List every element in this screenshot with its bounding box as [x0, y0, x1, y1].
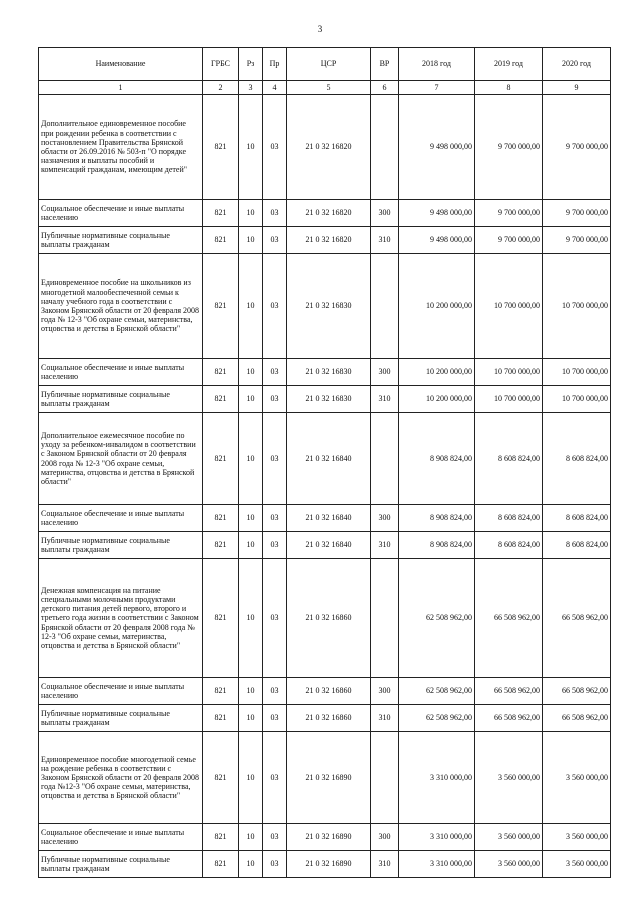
cell-name: Дополнительное ежемесячное пособие по уходу за ребенком-инвалидом в соответствии с Законом Брянской области от 20 февраля 2008 года № 12-3 "Об охране семьи, материнства, отцовства и детства в Брянской области" — [39, 413, 203, 505]
cell-vr: 300 — [371, 200, 399, 227]
table-row — [39, 532, 611, 559]
col-header-pr: Пр — [263, 48, 287, 81]
cell-grbs: 821 — [203, 851, 239, 878]
cell-grbs: 821 — [203, 254, 239, 359]
column-number: 6 — [371, 81, 399, 95]
table-row — [39, 413, 611, 505]
cell-vr — [371, 413, 399, 505]
cell-2020: 66 508 962,00 — [543, 559, 611, 678]
col-header-rz: Рз — [239, 48, 263, 81]
cell-vr: 310 — [371, 386, 399, 413]
cell-grbs: 821 — [203, 559, 239, 678]
cell-pr: 03 — [263, 505, 287, 532]
cell-name: Единовременное пособие на школьников из многодетной малообеспеченной семьи к началу учебного года в соответствии с Законом Брянской области от 20 февраля 2008 года № 12-3 "Об охране семьи, материнства, отцовства и детства в Брянской области" — [39, 254, 203, 359]
cell-2019: 66 508 962,00 — [475, 705, 543, 732]
cell-grbs: 821 — [203, 824, 239, 851]
column-number: 1 — [39, 81, 203, 95]
cell-rz: 10 — [239, 359, 263, 386]
cell-2020: 9 700 000,00 — [543, 200, 611, 227]
cell-csr: 21 0 32 16890 — [287, 732, 371, 824]
table-row — [39, 359, 611, 386]
cell-grbs: 821 — [203, 732, 239, 824]
column-number: 4 — [263, 81, 287, 95]
cell-2019: 8 608 824,00 — [475, 413, 543, 505]
cell-grbs: 821 — [203, 200, 239, 227]
cell-2018: 62 508 962,00 — [399, 559, 475, 678]
cell-name: Единовременное пособие многодетной семье на рождение ребенка в соответствии с Законом Брянской области от 20 февраля 2008 года №12-3 "Об охране семьи, материнства, отцовства и детства в Брянской области" — [39, 732, 203, 824]
cell-2020: 3 560 000,00 — [543, 824, 611, 851]
cell-vr — [371, 95, 399, 200]
cell-2020: 8 608 824,00 — [543, 505, 611, 532]
cell-vr: 300 — [371, 359, 399, 386]
cell-vr: 310 — [371, 532, 399, 559]
col-header-2019: 2019 год — [475, 48, 543, 81]
cell-2019: 9 700 000,00 — [475, 227, 543, 254]
cell-name: Публичные нормативные социальные выплаты гражданам — [39, 227, 203, 254]
cell-name: Социальное обеспечение и иные выплаты населению — [39, 200, 203, 227]
cell-rz: 10 — [239, 227, 263, 254]
cell-name: Публичные нормативные социальные выплаты гражданам — [39, 851, 203, 878]
cell-vr: 310 — [371, 851, 399, 878]
cell-name: Денежная компенсация на питание специальными молочными продуктами детского питания детей первого, второго и третьего года жизни в соответствии с Законом Брянской области от 20 февраля 2008 года № 12-3 "Об охране семьи, материнства, отцовства и детства в Брянской области" — [39, 559, 203, 678]
cell-grbs: 821 — [203, 227, 239, 254]
cell-pr: 03 — [263, 851, 287, 878]
cell-csr: 21 0 32 16840 — [287, 532, 371, 559]
table-row — [39, 851, 611, 878]
cell-2019: 8 608 824,00 — [475, 532, 543, 559]
cell-2018: 8 908 824,00 — [399, 505, 475, 532]
table-row — [39, 200, 611, 227]
cell-csr: 21 0 32 16830 — [287, 386, 371, 413]
cell-vr: 300 — [371, 678, 399, 705]
cell-2019: 9 700 000,00 — [475, 95, 543, 200]
cell-2018: 8 908 824,00 — [399, 413, 475, 505]
column-number: 9 — [543, 81, 611, 95]
cell-grbs: 821 — [203, 413, 239, 505]
cell-2020: 3 560 000,00 — [543, 851, 611, 878]
cell-pr: 03 — [263, 359, 287, 386]
cell-2018: 8 908 824,00 — [399, 532, 475, 559]
cell-csr: 21 0 32 16840 — [287, 505, 371, 532]
cell-2019: 3 560 000,00 — [475, 851, 543, 878]
cell-2018: 62 508 962,00 — [399, 705, 475, 732]
cell-rz: 10 — [239, 532, 263, 559]
col-header-vr: ВР — [371, 48, 399, 81]
cell-name: Социальное обеспечение и иные выплаты населению — [39, 359, 203, 386]
cell-2019: 10 700 000,00 — [475, 359, 543, 386]
cell-2020: 8 608 824,00 — [543, 532, 611, 559]
cell-2019: 10 700 000,00 — [475, 254, 543, 359]
cell-pr: 03 — [263, 532, 287, 559]
table-row — [39, 824, 611, 851]
cell-2018: 3 310 000,00 — [399, 824, 475, 851]
cell-2018: 9 498 000,00 — [399, 95, 475, 200]
cell-name: Социальное обеспечение и иные выплаты населению — [39, 678, 203, 705]
cell-pr: 03 — [263, 413, 287, 505]
col-header-csr: ЦСР — [287, 48, 371, 81]
cell-csr: 21 0 32 16840 — [287, 413, 371, 505]
header-row — [39, 48, 611, 81]
cell-2018: 9 498 000,00 — [399, 227, 475, 254]
cell-vr: 310 — [371, 705, 399, 732]
cell-grbs: 821 — [203, 678, 239, 705]
cell-pr: 03 — [263, 200, 287, 227]
cell-rz: 10 — [239, 413, 263, 505]
cell-grbs: 821 — [203, 532, 239, 559]
cell-2020: 66 508 962,00 — [543, 705, 611, 732]
table-row — [39, 559, 611, 678]
cell-csr: 21 0 32 16860 — [287, 559, 371, 678]
cell-csr: 21 0 32 16890 — [287, 851, 371, 878]
cell-2020: 8 608 824,00 — [543, 413, 611, 505]
column-number: 8 — [475, 81, 543, 95]
cell-vr — [371, 732, 399, 824]
cell-2019: 66 508 962,00 — [475, 559, 543, 678]
cell-vr — [371, 559, 399, 678]
cell-2020: 10 700 000,00 — [543, 254, 611, 359]
cell-rz: 10 — [239, 200, 263, 227]
cell-name: Социальное обеспечение и иные выплаты населению — [39, 505, 203, 532]
cell-name: Дополнительное единовременное пособие при рождении ребенка в соответствии с постановлением Правительства Брянской области от 26.09.2016 № 503-п "О порядке назначения и выплаты пособий и компенсаций гражданам, имеющим детей" — [39, 95, 203, 200]
cell-2019: 66 508 962,00 — [475, 678, 543, 705]
table-row — [39, 95, 611, 200]
cell-2018: 10 200 000,00 — [399, 254, 475, 359]
table-row — [39, 386, 611, 413]
cell-csr: 21 0 32 16860 — [287, 705, 371, 732]
cell-2018: 9 498 000,00 — [399, 200, 475, 227]
cell-rz: 10 — [239, 678, 263, 705]
cell-rz: 10 — [239, 386, 263, 413]
cell-pr: 03 — [263, 732, 287, 824]
cell-2019: 9 700 000,00 — [475, 200, 543, 227]
table-row — [39, 705, 611, 732]
col-header-grbs: ГРБС — [203, 48, 239, 81]
cell-csr: 21 0 32 16820 — [287, 227, 371, 254]
cell-rz: 10 — [239, 95, 263, 200]
table-row — [39, 505, 611, 532]
cell-rz: 10 — [239, 705, 263, 732]
cell-csr: 21 0 32 16820 — [287, 200, 371, 227]
cell-csr: 21 0 32 16830 — [287, 254, 371, 359]
table-row — [39, 732, 611, 824]
budget-table — [38, 47, 611, 878]
cell-pr: 03 — [263, 824, 287, 851]
cell-grbs: 821 — [203, 505, 239, 532]
column-number: 7 — [399, 81, 475, 95]
cell-rz: 10 — [239, 732, 263, 824]
table-row — [39, 678, 611, 705]
cell-grbs: 821 — [203, 95, 239, 200]
cell-vr: 310 — [371, 227, 399, 254]
cell-name: Публичные нормативные социальные выплаты гражданам — [39, 705, 203, 732]
cell-2018: 3 310 000,00 — [399, 732, 475, 824]
cell-2018: 10 200 000,00 — [399, 359, 475, 386]
cell-vr — [371, 254, 399, 359]
cell-pr: 03 — [263, 254, 287, 359]
cell-2020: 10 700 000,00 — [543, 386, 611, 413]
cell-pr: 03 — [263, 559, 287, 678]
col-header-2018: 2018 год — [399, 48, 475, 81]
cell-2019: 3 560 000,00 — [475, 732, 543, 824]
cell-rz: 10 — [239, 254, 263, 359]
cell-2020: 3 560 000,00 — [543, 732, 611, 824]
table-row — [39, 227, 611, 254]
cell-2019: 10 700 000,00 — [475, 386, 543, 413]
cell-pr: 03 — [263, 705, 287, 732]
cell-pr: 03 — [263, 95, 287, 200]
cell-2020: 10 700 000,00 — [543, 359, 611, 386]
table-row — [39, 254, 611, 359]
cell-2020: 66 508 962,00 — [543, 678, 611, 705]
column-number: 2 — [203, 81, 239, 95]
cell-2020: 9 700 000,00 — [543, 95, 611, 200]
column-number-row — [39, 81, 611, 95]
cell-2020: 9 700 000,00 — [543, 227, 611, 254]
cell-grbs: 821 — [203, 705, 239, 732]
cell-pr: 03 — [263, 386, 287, 413]
cell-csr: 21 0 32 16890 — [287, 824, 371, 851]
cell-2018: 62 508 962,00 — [399, 678, 475, 705]
cell-csr: 21 0 32 16820 — [287, 95, 371, 200]
col-header-name: Наименование — [39, 48, 203, 81]
cell-pr: 03 — [263, 227, 287, 254]
cell-vr: 300 — [371, 505, 399, 532]
page-number: 3 — [317, 24, 323, 34]
cell-name: Публичные нормативные социальные выплаты гражданам — [39, 532, 203, 559]
cell-csr: 21 0 32 16830 — [287, 359, 371, 386]
cell-rz: 10 — [239, 824, 263, 851]
column-number: 3 — [239, 81, 263, 95]
cell-rz: 10 — [239, 559, 263, 678]
cell-2019: 8 608 824,00 — [475, 505, 543, 532]
cell-csr: 21 0 32 16860 — [287, 678, 371, 705]
cell-grbs: 821 — [203, 386, 239, 413]
cell-vr: 300 — [371, 824, 399, 851]
column-number: 5 — [287, 81, 371, 95]
cell-grbs: 821 — [203, 359, 239, 386]
cell-rz: 10 — [239, 851, 263, 878]
cell-pr: 03 — [263, 678, 287, 705]
cell-name: Публичные нормативные социальные выплаты гражданам — [39, 386, 203, 413]
cell-rz: 10 — [239, 505, 263, 532]
cell-name: Социальное обеспечение и иные выплаты населению — [39, 824, 203, 851]
cell-2019: 3 560 000,00 — [475, 824, 543, 851]
col-header-2020: 2020 год — [543, 48, 611, 81]
cell-2018: 3 310 000,00 — [399, 851, 475, 878]
cell-2018: 10 200 000,00 — [399, 386, 475, 413]
